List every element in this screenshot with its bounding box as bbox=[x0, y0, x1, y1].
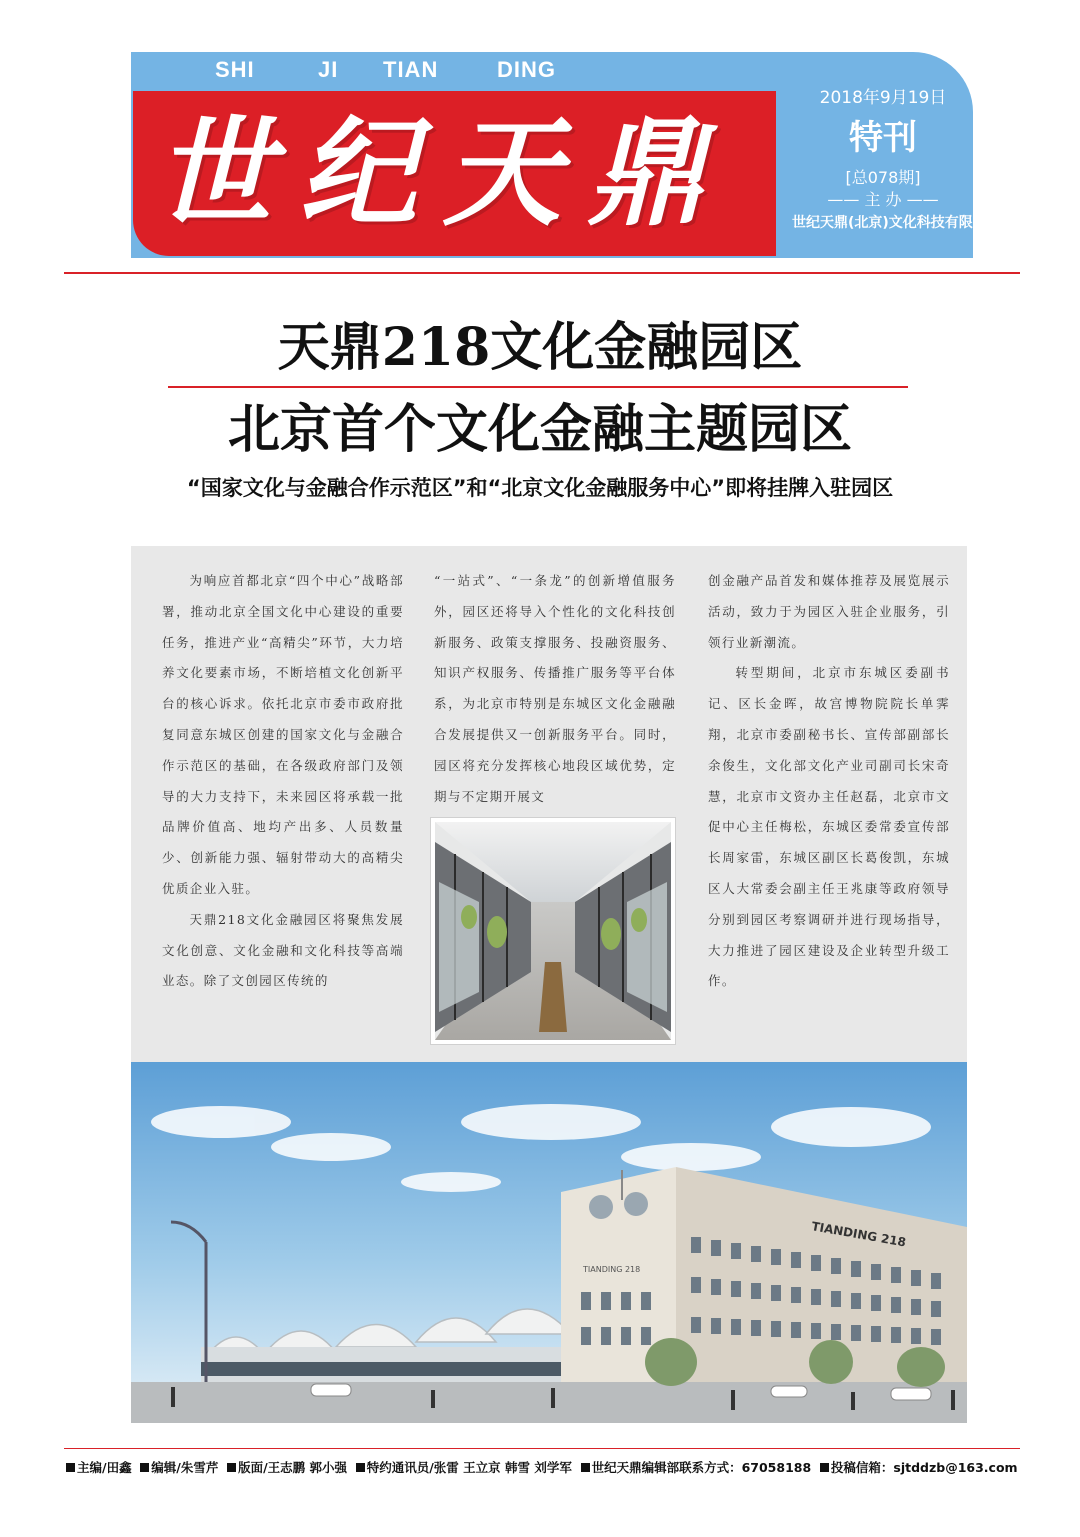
article-column-3 bbox=[708, 566, 950, 997]
article-paragraph: 创金融产品首发和媒体推荐及展览展示活动，致力于为园区入驻企业服务，引领行业新潮流。 bbox=[708, 573, 950, 650]
article-paragraph: 天鼎218文化金融园区将聚焦发展文化创意、文化金融和文化科技等高端业态。除了文创园区传统的 bbox=[162, 911, 404, 989]
article-column-1 bbox=[162, 566, 404, 997]
headline-line-1: 天鼎218文化金融园区 bbox=[277, 317, 803, 378]
bullet-square-icon bbox=[66, 1463, 75, 1472]
masthead-pinyin-ji: JI bbox=[318, 57, 339, 82]
edition-label: 特刊 bbox=[849, 118, 917, 158]
building-rendering-image bbox=[131, 1062, 967, 1423]
host-company: 世纪天鼎(北京)文化科技有限公司 bbox=[792, 215, 1001, 231]
masthead-logo-block bbox=[133, 91, 776, 256]
building-sign-roof: TIANDING 218 bbox=[810, 1219, 907, 1250]
masthead-info bbox=[792, 84, 1001, 234]
masthead-pinyin-shi: SHI bbox=[215, 57, 255, 82]
host-label: —— 主 办 —— bbox=[827, 190, 939, 209]
bullet-square-icon bbox=[140, 1463, 149, 1472]
footer-contact-email: 投稿信箱：sjtddzb@163.com bbox=[830, 1460, 1018, 1475]
masthead-divider bbox=[64, 272, 1020, 274]
bullet-square-icon bbox=[820, 1463, 829, 1472]
article-paragraph: 转型期间，北京市东城区委副书记、区长金晖，故宫博物院院长单霁翔，北京市委副秘书长、宣传部副部长余俊生，文化部文化产业司副司长宋奇慧，北京市文资办主任赵磊，北京市文促中心主任梅松，东城区委常委宣传部长周家雷，东城区副区长葛俊凯，东城区人大常委会副主任王兆康等政府领导分别到园区考察调研并进行现场指导，大力推进了园区建设及企业转型升级工作。 bbox=[708, 665, 950, 989]
footer-credits bbox=[66, 1456, 1026, 1480]
interior-rendering-image bbox=[431, 818, 675, 1044]
headline-line-2: 北京首个文化金融主题园区 bbox=[227, 399, 852, 460]
bullet-square-icon bbox=[581, 1463, 590, 1472]
issue-date: 2018年9月19日 bbox=[819, 88, 947, 108]
bullet-square-icon bbox=[227, 1463, 236, 1472]
footer-correspondents: 特约通讯员/张雷 王立京 韩雪 刘学军 bbox=[366, 1460, 572, 1475]
footer-divider bbox=[64, 1448, 1020, 1449]
building-sign-tower: TIANDING 218 bbox=[583, 1265, 641, 1274]
newspaper-logo: 世纪天鼎 bbox=[155, 103, 732, 242]
headline-subtitle: “国家文化与金融合作示范区”和“北京文化金融服务中心”即将挂牌入驻园区 bbox=[186, 476, 894, 500]
footer-layout: 版面/王志鹏 郭小强 bbox=[238, 1460, 348, 1475]
masthead-pinyin-ding: DING bbox=[497, 57, 556, 82]
footer-contact-phone: 世纪天鼎编辑部联系方式：67058188 bbox=[591, 1460, 812, 1475]
masthead-pinyin-tian: TIAN bbox=[383, 57, 439, 82]
corridor-illustration bbox=[435, 822, 671, 1040]
article-paragraph: 为响应首都北京“四个中心”战略部署，推动北京全国文化中心建设的重要任务，推进产业“高精尖”环节，大力培养文化要素市场，不断培植文化创新平台的核心诉求。依托北京市委市政府批复同意东城区创建的国家文化与金融合作示范区的基础，在各级政府部门及领导的大力支持下，未来园区将承载一批品牌价值高、地均产出多、人员数量少、创新能力强、辐射带动大的高精尖优质企业入驻。 bbox=[162, 573, 404, 896]
building-illustration bbox=[131, 1062, 967, 1423]
bullet-square-icon bbox=[356, 1463, 365, 1472]
issue-number: [总078期] bbox=[845, 168, 921, 187]
footer-editor: 编辑/朱雪芹 bbox=[151, 1460, 219, 1475]
headline-divider bbox=[168, 386, 908, 388]
article-paragraph: “一站式”、“一条龙”的创新增值服务外，园区还将导入个性化的文化科技创新服务、政策支撑服务、投融资服务、知识产权服务、传播推广服务等平台体系，为北京市特别是东城区文化金融融合发展提供又一创新服务平台。同时，园区将充分发挥核心地段区域优势，定期与不定期开展文 bbox=[434, 573, 676, 804]
article-column-2 bbox=[434, 566, 676, 812]
footer-editor-in-chief: 主编/田鑫 bbox=[77, 1460, 132, 1475]
